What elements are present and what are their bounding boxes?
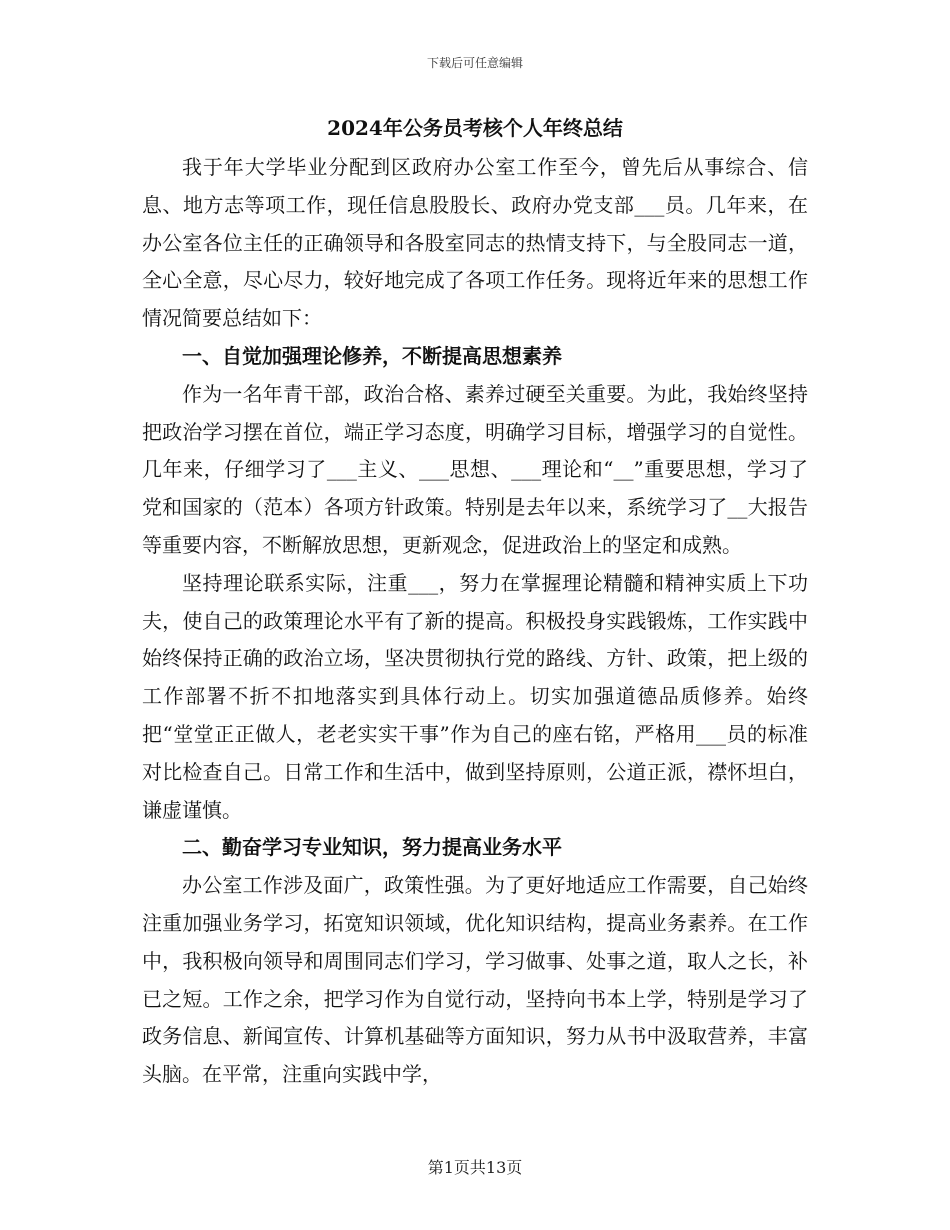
document-title: 2024年公务员考核个人年终总结 [327, 116, 623, 140]
paragraph-intro: 我于年大学毕业分配到区政府办公室工作至今，曾先后从事综合、信息、地方志等项工作，现任信息股股长、政府办党支部___员。几年来，在办公室各位主任的正确领导和各股室同志的热情支持下，与全股同志一道，全心全意，尽心尽力，较好地完成了各项工作任务。现将近年来的思想工作情况简要总结如下： [142, 155, 808, 331]
section-heading-1: 一、自觉加强理论修养，不断提高思想素养 [182, 343, 562, 368]
paragraph-business-study: 办公室工作涉及面广，政策性强。为了更好地适应工作需要，自己始终注重加强业务学习，拓宽知识领域，优化知识结构，提高业务素养。在工作中，我积极向领导和周围同志们学习，学习做事、处事之道，取人之长，补已之短。工作之余，把学习作为自觉行动，坚持向书本上学，特别是学习了政务信息、新闻宣传、计算机基础等方面知识，努力从书中汲取营养，丰富头脑。在平常，注重向实践中学， [142, 873, 808, 1087]
paragraph-practice: 坚持理论联系实际，注重___，努力在掌握理论精髓和精神实质上下功夫，使自己的政策理论水平有了新的提高。积极投身实践锻炼，工作实践中始终保持正确的政治立场，坚决贯彻执行党的路线、方针、政策，把上级的工作部署不折不扣地落实到具体行动上。切实加强道德品质修养。始终把“堂堂正正做人，老老实实干事”作为自己的座右铭，严格用___员的标准对比检查自己。日常工作和生活中，做到坚持原则，公道正派，襟怀坦白，谦虚谨慎。 [142, 570, 808, 822]
page-number: 第1页共13页 [427, 1158, 523, 1177]
header-note: 下载后可任意编辑 [426, 56, 523, 70]
document-body [142, 110, 808, 1094]
paragraph-theory-study: 作为一名年青干部，政治合格、素养过硬至关重要。为此，我始终坚持把政治学习摆在首位，端正学习态度，明确学习目标，增强学习的自觉性。几年来，仔细学习了___主义、___思想、___理论和“__”重要思想，学习了党和国家的（范本）各项方针政策。特别是去年以来，系统学习了__大报告等重要内容，不断解放思想，更新观念，促进政治上的坚定和成熟。 [142, 381, 808, 557]
section-heading-2: 二、勤奋学习专业知识，努力提高业务水平 [182, 835, 562, 860]
